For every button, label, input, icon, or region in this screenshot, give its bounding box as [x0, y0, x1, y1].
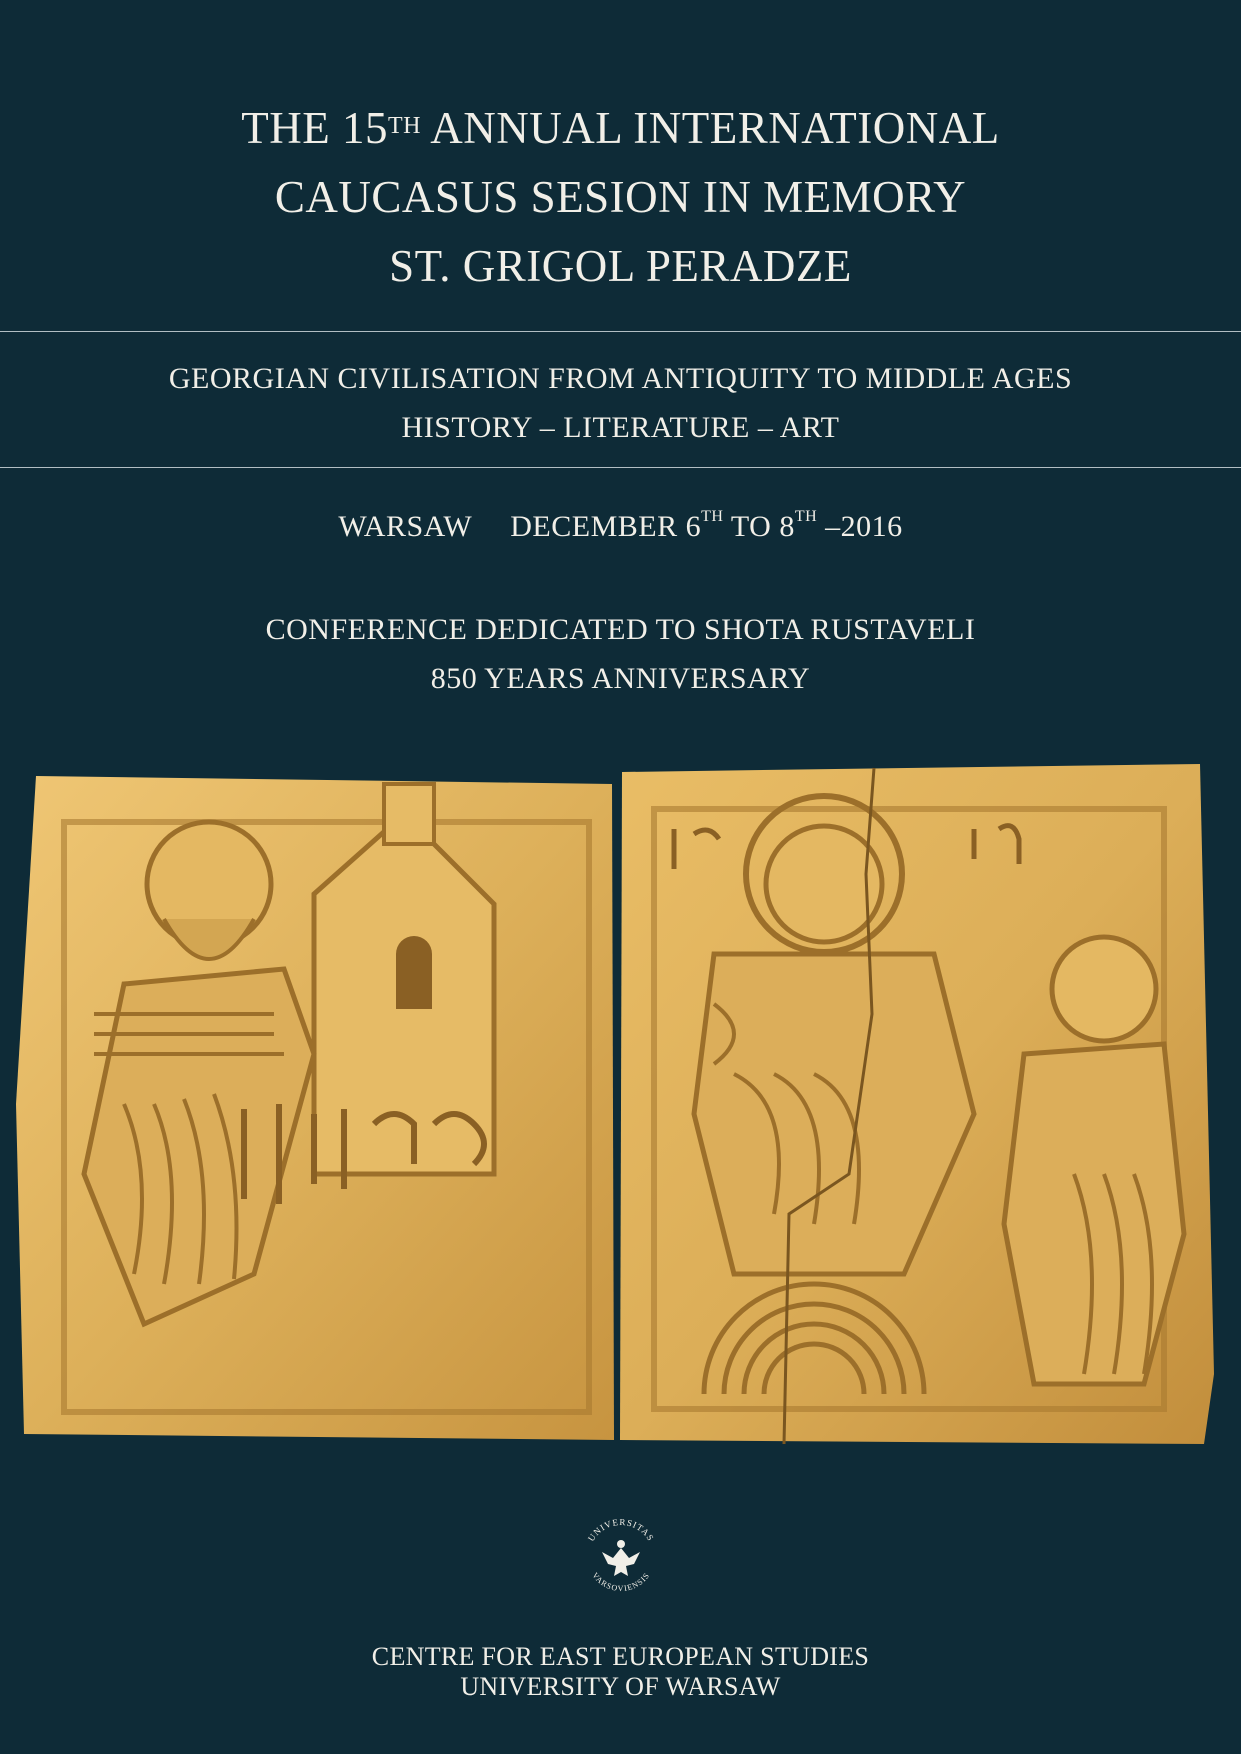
dedication-line-1: CONFERENCE DEDICATED TO SHOTA RUSTAVELI — [265, 613, 976, 646]
footer — [0, 1642, 1241, 1702]
footer-line-2: UNIVERSITY OF WARSAW — [460, 1672, 781, 1701]
subtitle — [0, 354, 1241, 452]
event-date-line — [0, 510, 1241, 544]
footer-line-1: CENTRE FOR EAST EUROPEAN STUDIES — [371, 1642, 870, 1671]
event-city: WARSAW — [338, 510, 473, 543]
dedication — [0, 605, 1241, 703]
right-relief-slab — [620, 764, 1214, 1444]
title-line-1: THE 15TH ANNUAL INTERNATIONAL — [241, 103, 1000, 153]
bottom-divider — [0, 467, 1241, 468]
title-line-2: CAUCASUS SESION IN MEMORY — [274, 172, 967, 222]
dedication-line-2: 850 YEARS ANNIVERSARY — [430, 662, 811, 695]
subtitle-line-2: HISTORY – LITERATURE – ART — [401, 411, 840, 444]
seal-bottom-text: VARSOVIENSIS — [590, 1570, 652, 1594]
top-divider — [0, 331, 1241, 332]
stone-relief-image — [14, 754, 1224, 1444]
seal-top-text: UNIVERSITAS — [585, 1516, 657, 1544]
university-seal — [578, 1514, 664, 1600]
title-line-3: ST. GRIGOL PERADZE — [389, 241, 852, 291]
event-dates: DECEMBER 6TH TO 8TH –2016 — [510, 508, 903, 543]
conference-title — [0, 94, 1241, 301]
subtitle-line-1: GEORGIAN CIVILISATION FROM ANTIQUITY TO MIDDLE AGES — [168, 362, 1073, 395]
left-relief-slab — [16, 776, 614, 1440]
eagle-icon — [602, 1540, 640, 1576]
